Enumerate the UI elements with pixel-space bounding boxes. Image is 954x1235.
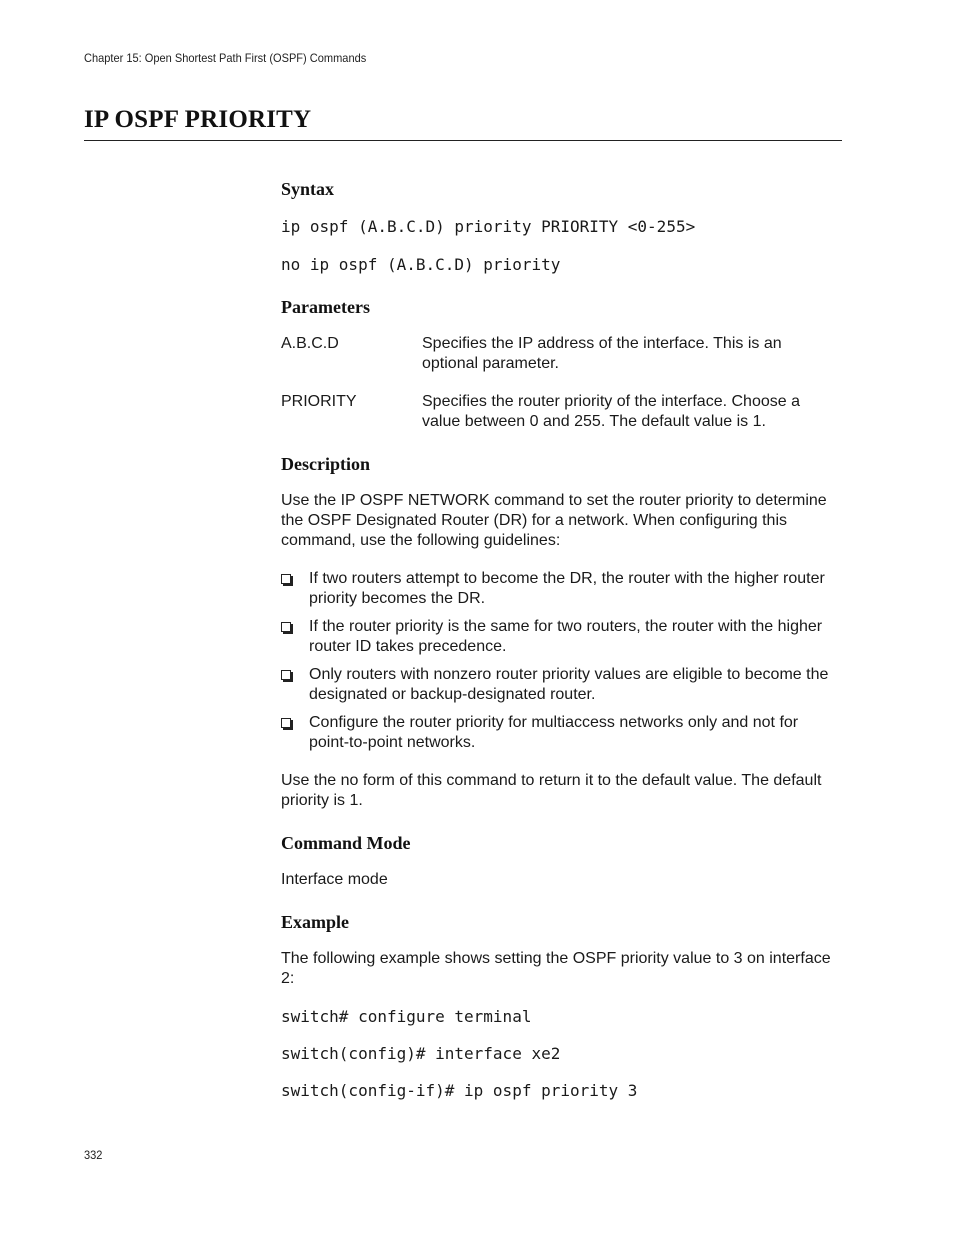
parameter-name: A.B.C.D	[281, 335, 339, 352]
parameter-description: Specifies the IP address of the interface. This is an optional parameter.	[422, 335, 782, 372]
parameter-name: PRIORITY	[281, 393, 357, 410]
syntax-line: ip ospf (A.B.C.D) priority PRIORITY <0-255>	[281, 217, 696, 236]
list-item	[281, 569, 841, 609]
checkbox-bullet-icon	[281, 574, 291, 584]
list-item-text: Only routers with nonzero router priority values are eligible to become the designated or backup-designated router.	[309, 666, 829, 703]
command-mode-heading: Command Mode	[281, 833, 411, 853]
checkbox-bullet-icon	[281, 718, 291, 728]
page-number: 332	[84, 1148, 103, 1162]
running-header: Chapter 15: Open Shortest Path First (OSPF) Commands	[84, 51, 367, 65]
syntax-line: no ip ospf (A.B.C.D) priority	[281, 255, 561, 274]
list-item-text: If two routers attempt to become the DR, the router with the higher router priority becomes the DR.	[309, 570, 825, 607]
list-item-text: Configure the router priority for multiaccess networks only and not for point-to-point networks.	[309, 714, 799, 751]
command-mode-text: Interface mode	[281, 871, 388, 888]
example-line: switch(config-if)# ip ospf priority 3	[281, 1081, 638, 1100]
parameter-description: Specifies the router priority of the interface. Choose a value between 0 and 255. The default value is 1.	[422, 393, 800, 430]
syntax-heading: Syntax	[281, 179, 335, 199]
guidelines-list	[281, 569, 841, 753]
example-line: switch# configure terminal	[281, 1007, 532, 1026]
checkbox-bullet-icon	[281, 670, 291, 680]
checkbox-bullet-icon	[281, 622, 291, 632]
description-closing: Use the no form of this command to return it to the default value. The default priority is 1.	[281, 772, 822, 809]
example-line: switch(config)# interface xe2	[281, 1044, 561, 1063]
example-intro: The following example shows setting the OSPF priority value to 3 on interface 2:	[281, 950, 831, 987]
parameter-row	[281, 392, 841, 432]
description-heading: Description	[281, 454, 370, 474]
description-intro: Use the IP OSPF NETWORK command to set the router priority to determine the OSPF Designated Router (DR) for a network. When configuring this command, use the following guidelines:	[281, 492, 827, 549]
list-item	[281, 617, 841, 657]
page-title: IP OSPF PRIORITY	[84, 106, 312, 133]
list-item	[281, 665, 841, 705]
parameters-heading: Parameters	[281, 297, 370, 317]
list-item-text: If the router priority is the same for two routers, the router with the higher router ID takes precedence.	[309, 618, 823, 655]
main-content	[281, 178, 841, 1101]
list-item	[281, 713, 841, 753]
example-heading: Example	[281, 912, 350, 932]
title-rule	[84, 140, 842, 141]
parameter-row	[281, 334, 841, 374]
